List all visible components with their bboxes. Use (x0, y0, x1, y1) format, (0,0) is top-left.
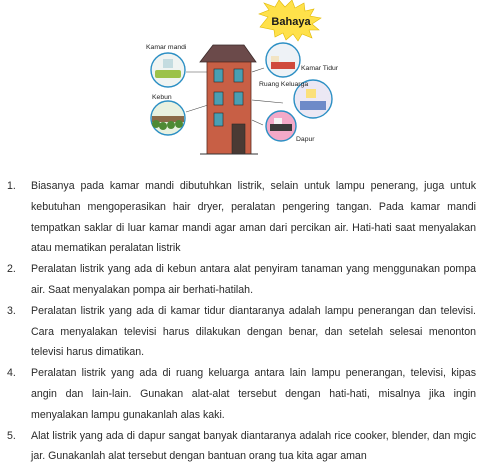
note-text: Biasanya pada kamar mandi dibutuhkan listrik, selain untuk lampu penerang, juga untuk kebutuhan mengoperasikan hair dryer, peralatan pengering tangan. Pada kamar mandi tempatkan saklar di luar kamar mandi agar aman dari percikan air. Hati-hati saat menyalakan atau mematikan peralatan listrik (31, 180, 476, 255)
note-item (0, 259, 484, 301)
note-number: 4. (7, 367, 16, 380)
note-text: Alat listrik yang ada di dapur sangat banyak diantaranya adalah rice cooker, blender, dan mgic jar. Gunakanlah alat tersebut dengan bantuan orang tua kita agar aman (31, 429, 476, 463)
house-electricity-illustration (138, 0, 360, 156)
note-text: Peralatan listrik yang ada di ruang keluarga antara lain lampu penerangan, televisi, kipas angin dan lain-lain. Gunakan alat-alat tersebut dengan hati-hati, misalnya jika ingin menyalakan lampu gunakanlah alas kaki. (31, 367, 476, 421)
bathroom-bubble (146, 44, 187, 87)
living-room-label-1: Ruang Keluarga (259, 81, 309, 88)
note-text: Peralatan listrik yang ada di kamar tidur diantaranya adalah lampu penerangan dan televisi. Cara menyalakan televisi harus dilakukan dengan benar, dan setelah selesai menonton televisi harus dimatikan. (31, 304, 476, 359)
house-roof (200, 45, 256, 62)
note-number: 2. (7, 263, 16, 276)
warning-label: Bahaya (271, 16, 311, 28)
note-item (0, 363, 484, 425)
safety-notes-list (0, 176, 484, 467)
garden-bubble (151, 94, 185, 135)
note-item (0, 301, 484, 363)
note-text: Peralatan listrik yang ada di kebun antara alat penyiram tanaman yang menggunakan pompa air. Saat menyalakan pompa air berhati-hatilah. (31, 263, 476, 296)
house (200, 45, 258, 154)
note-number: 3. (7, 304, 16, 317)
bedroom-bubble (266, 43, 339, 77)
bedroom-label: Kamar Tidur (301, 65, 339, 72)
note-number: 1. (7, 180, 16, 192)
living-room-bubble (259, 80, 332, 118)
bathroom-label: Kamar mandi (146, 44, 187, 51)
garden-label: Kebun (152, 94, 172, 101)
note-item (0, 426, 484, 468)
kitchen-label: Dapur (296, 136, 315, 143)
house-door (232, 124, 245, 154)
note-number: 5. (7, 429, 16, 442)
note-item (0, 176, 484, 259)
